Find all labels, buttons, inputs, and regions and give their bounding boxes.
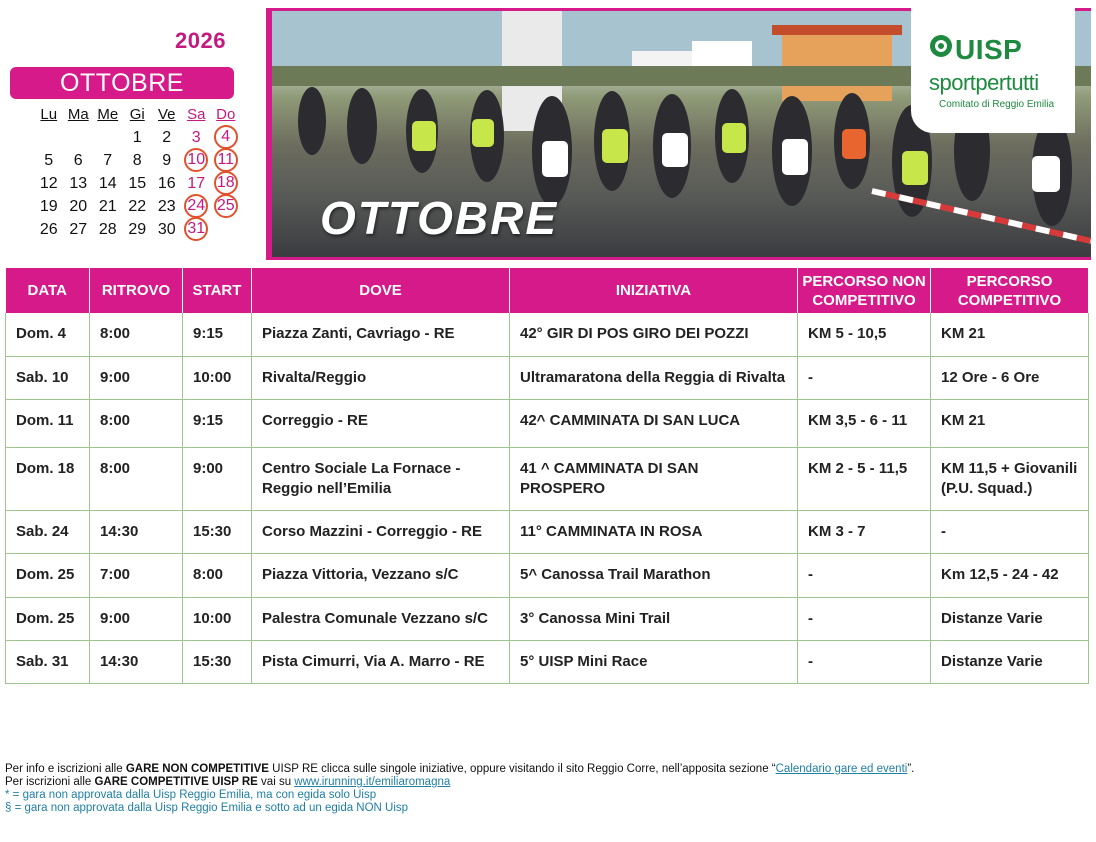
- table-cell: 8:00: [90, 399, 183, 447]
- calendar-day-number: 20: [69, 197, 88, 215]
- table-cell: Distanze Varie: [931, 640, 1089, 683]
- calendar-day: [93, 152, 123, 170]
- table-cell: 15:30: [183, 640, 252, 683]
- table-cell: 7:00: [90, 553, 183, 597]
- table-cell: KM 3,5 - 6 - 11: [798, 399, 931, 447]
- footer-text: ”.: [907, 763, 915, 775]
- calendar-day-number: 10: [184, 148, 208, 172]
- table-body: [6, 313, 1089, 683]
- calendar-day: [152, 175, 182, 193]
- calendar-day: [182, 129, 212, 147]
- calendar-day-number: 14: [98, 174, 117, 192]
- footer-note-star: * = gara non approvata dalla Uisp Reggio Emilia, ma con egida solo Uisp: [5, 789, 377, 801]
- table-cell: KM 21: [931, 313, 1089, 356]
- calendar-day: [34, 221, 64, 239]
- mini-calendar: [34, 103, 241, 241]
- calendar-day: [123, 175, 153, 193]
- event-link-cell[interactable]: 3° Canossa Mini Trail: [510, 597, 798, 640]
- calendar-day: [211, 127, 241, 149]
- column-header: PERCORSO NON COMPETITIVO: [798, 268, 931, 313]
- calendar-day-number: 26: [39, 220, 58, 238]
- table-row: [6, 553, 1089, 597]
- table-cell: 8:00: [90, 447, 183, 510]
- calendar-day-number: 1: [132, 128, 142, 146]
- footer-notes: [5, 763, 914, 815]
- column-header: PERCORSO COMPETITIVO: [931, 268, 1089, 313]
- events-table: [5, 268, 1089, 684]
- logo-tagline: sportpertutti: [929, 70, 1039, 95]
- table-cell: -: [798, 597, 931, 640]
- logo-committee: Comitato di Reggio Emilia: [939, 99, 1055, 110]
- calendar-day-number: 31: [184, 217, 208, 241]
- column-header: DATA: [6, 268, 90, 313]
- table-cell: KM 11,5 + Giovanili (P.U. Squad.): [931, 447, 1089, 510]
- calendar-day: [211, 150, 241, 172]
- calendar-weekday: Gi: [129, 106, 145, 123]
- table-cell: KM 2 - 5 - 11,5: [798, 447, 931, 510]
- calendar-day-number: 29: [128, 220, 147, 238]
- table-cell: 14:30: [90, 510, 183, 553]
- event-link-cell[interactable]: 5^ Canossa Trail Marathon: [510, 553, 798, 597]
- calendar-day-number: 16: [157, 174, 176, 192]
- table-cell: Piazza Vittoria, Vezzano s/C: [252, 553, 510, 597]
- column-header: DOVE: [252, 268, 510, 313]
- event-link-cell[interactable]: 11° CAMMINATA IN ROSA: [510, 510, 798, 553]
- calendar-day: [123, 152, 153, 170]
- calendar-day-number: 17: [187, 174, 206, 192]
- table-cell: 9:00: [90, 356, 183, 399]
- table-cell: 12 Ore - 6 Ore: [931, 356, 1089, 399]
- calendar-week-row: [34, 195, 241, 218]
- table-cell: KM 3 - 7: [798, 510, 931, 553]
- table-cell: 15:30: [183, 510, 252, 553]
- calendar-day: [152, 152, 182, 170]
- footer-text: UISP RE clicca sulle singole iniziative, oppure visitando il sito Reggio Corre, nell’apposita sezione “: [268, 763, 776, 775]
- calendar-day-number: 22: [128, 197, 147, 215]
- calendar-day-number: 13: [69, 174, 88, 192]
- table-row: [6, 313, 1089, 356]
- table-cell: Dom. 11: [6, 399, 90, 447]
- calendar-link[interactable]: Calendario gare ed eventi: [775, 763, 908, 775]
- calendar-weekday: Me: [97, 106, 119, 123]
- table-cell: -: [798, 356, 931, 399]
- calendar-weekday: Sa: [187, 106, 206, 123]
- calendar-day: [64, 152, 94, 170]
- irunning-link[interactable]: www.irunning.it/emiliaromagna: [294, 776, 451, 788]
- table-cell: Dom. 18: [6, 447, 90, 510]
- column-header: RITROVO: [90, 268, 183, 313]
- hero-title: OTTOBRE: [320, 192, 559, 244]
- calendar-day: [64, 198, 94, 216]
- hero-banner: [266, 8, 1091, 260]
- table-cell: 10:00: [183, 356, 252, 399]
- table-cell: Centro Sociale La Fornace - Reggio nell’Emilia: [252, 447, 510, 510]
- calendar-day-number: 2: [162, 128, 172, 146]
- table-cell: 9:00: [90, 597, 183, 640]
- table-row: [6, 640, 1089, 683]
- calendar-day-number: 6: [73, 151, 83, 169]
- calendar-day-number: 27: [69, 220, 88, 238]
- calendar-day: [152, 198, 182, 216]
- table-cell: Piazza Zanti, Cavriago - RE: [252, 313, 510, 356]
- calendar-day-number: 3: [191, 128, 201, 146]
- calendar-day: [34, 198, 64, 216]
- table-row: [6, 356, 1089, 399]
- calendar-day: [152, 129, 182, 147]
- calendar-day: [64, 175, 94, 193]
- calendar-day: [123, 198, 153, 216]
- event-link-cell[interactable]: 42^ CAMMINATA DI SAN LUCA: [510, 399, 798, 447]
- table-row: [6, 510, 1089, 553]
- calendar-day-number: 18: [214, 171, 238, 195]
- table-cell: 9:15: [183, 399, 252, 447]
- calendar-day-number: 19: [39, 197, 58, 215]
- table-cell: -: [798, 640, 931, 683]
- footer-text: Per info e iscrizioni alle: [5, 763, 126, 775]
- calendar-month-label: OTTOBRE: [10, 67, 234, 99]
- event-link-cell[interactable]: 41 ^ CAMMINATA DI SAN PROSPERO: [510, 447, 798, 510]
- table-cell: Pista Cimurri, Via A. Marro - RE: [252, 640, 510, 683]
- calendar-day-number: 25: [214, 194, 238, 218]
- table-cell: Sab. 24: [6, 510, 90, 553]
- calendar-day-number: 24: [184, 194, 208, 218]
- calendar-day-number: 21: [98, 197, 117, 215]
- table-cell: Sab. 10: [6, 356, 90, 399]
- calendar-day-number: 5: [44, 151, 54, 169]
- calendar-day-number: 7: [103, 151, 113, 169]
- footer-note-section: § = gara non approvata dalla Uisp Reggio Emilia e sotto ad un egida NON Uisp: [5, 802, 409, 814]
- table-cell: KM 21: [931, 399, 1089, 447]
- calendar-day: [182, 150, 212, 172]
- calendar-day-number: 15: [128, 174, 147, 192]
- table-cell: 10:00: [183, 597, 252, 640]
- event-link-cell[interactable]: 42° GIR DI POS GIRO DEI POZZI: [510, 313, 798, 356]
- calendar-day: [34, 152, 64, 170]
- calendar-day: [182, 219, 212, 241]
- calendar-weekday: Ve: [157, 106, 176, 123]
- footer-line-non-competitive: [5, 763, 914, 776]
- table-cell: Corso Mazzini - Correggio - RE: [252, 510, 510, 553]
- calendar-day-number: 8: [132, 151, 142, 169]
- table-cell: Palestra Comunale Vezzano s/C: [252, 597, 510, 640]
- table-cell: 14:30: [90, 640, 183, 683]
- table-cell: Dom. 25: [6, 553, 90, 597]
- table-cell: Sab. 31: [6, 640, 90, 683]
- table-header-row: [6, 268, 1089, 313]
- table-row: [6, 399, 1089, 447]
- calendar-day-number: 11: [214, 148, 238, 172]
- table-cell: Dom. 4: [6, 313, 90, 356]
- calendar-weekday-row: [34, 103, 241, 126]
- event-link-cell[interactable]: 5° UISP Mini Race: [510, 640, 798, 683]
- calendar-day: [93, 198, 123, 216]
- table-row: [6, 597, 1089, 640]
- calendar-weekday: Do: [216, 106, 236, 123]
- calendar-week-row: [34, 149, 241, 172]
- calendar-weekday: Lu: [40, 106, 58, 123]
- logo-brand: UISP: [955, 34, 1023, 65]
- calendar-day-number: 30: [157, 220, 176, 238]
- calendar-day-number: 28: [98, 220, 117, 238]
- calendar-week-row: [34, 218, 241, 241]
- calendar-day-number: 12: [39, 174, 58, 192]
- table-cell: -: [931, 510, 1089, 553]
- table-cell: Dom. 25: [6, 597, 90, 640]
- footer-text: vai su: [257, 776, 295, 788]
- calendar-day: [211, 196, 241, 218]
- table-cell: KM 5 - 10,5: [798, 313, 931, 356]
- calendar-day: [182, 175, 212, 193]
- table-cell: 9:15: [183, 313, 252, 356]
- table-cell: Correggio - RE: [252, 399, 510, 447]
- footer-line-competitive: [5, 776, 914, 789]
- calendar-day: [123, 221, 153, 239]
- table-cell: 8:00: [90, 313, 183, 356]
- calendar-day: [93, 175, 123, 193]
- calendar-day: [211, 173, 241, 195]
- calendar-day: [182, 196, 212, 218]
- calendar-day-number: 4: [214, 125, 238, 149]
- calendar-weekday: Ma: [67, 106, 89, 123]
- calendar-day: [34, 175, 64, 193]
- calendar-week-row: [34, 172, 241, 195]
- uisp-logo: [911, 8, 1075, 133]
- calendar-day: [64, 221, 94, 239]
- calendar-year: 2026: [175, 28, 226, 53]
- table-cell: Rivalta/Reggio: [252, 356, 510, 399]
- calendar-day-number: 9: [162, 151, 172, 169]
- table-cell: -: [798, 553, 931, 597]
- table-cell: 9:00: [183, 447, 252, 510]
- table-cell: Distanze Varie: [931, 597, 1089, 640]
- calendar-day: [93, 221, 123, 239]
- footer-text: Per iscrizioni alle: [5, 776, 95, 788]
- calendar-week-row: [34, 126, 241, 149]
- footer-bold: GARE NON COMPETITIVE: [125, 763, 269, 775]
- calendar-day: [152, 221, 182, 239]
- calendar-day-number: 23: [157, 197, 176, 215]
- column-header: INIZIATIVA: [510, 268, 798, 313]
- table-row: [6, 447, 1089, 510]
- table-cell: 8:00: [183, 553, 252, 597]
- column-header: START: [183, 268, 252, 313]
- calendar-day: [123, 129, 153, 147]
- footer-bold: GARE COMPETITIVE UISP RE: [94, 776, 258, 788]
- event-link-cell[interactable]: Ultramaratona della Reggia di Rivalta: [510, 356, 798, 399]
- table-cell: Km 12,5 - 24 - 42: [931, 553, 1089, 597]
